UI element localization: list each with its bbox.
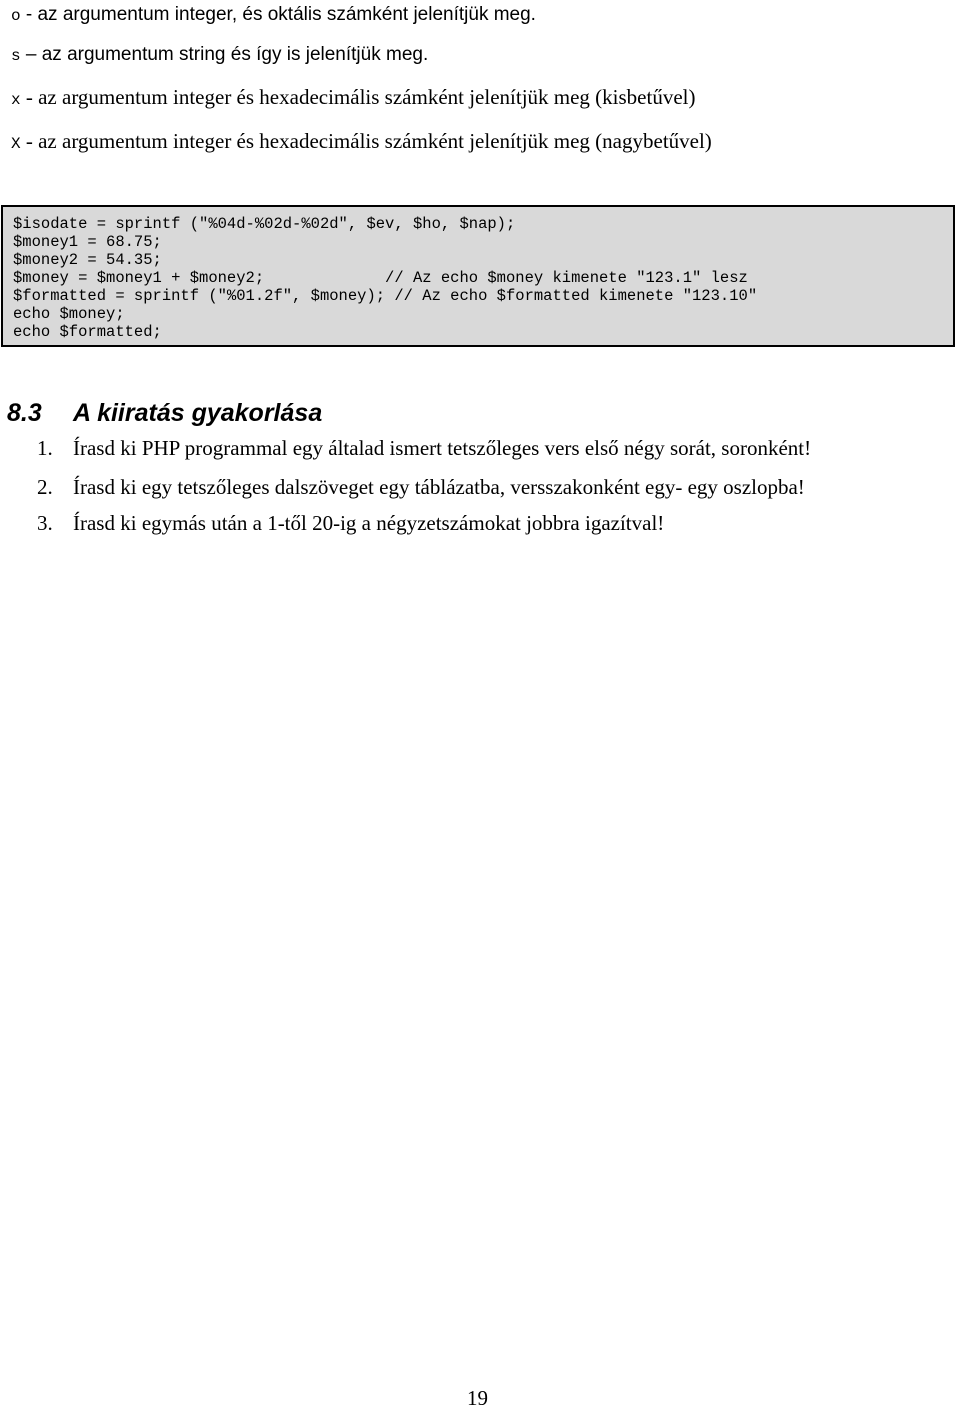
- section-heading: [7, 398, 322, 428]
- page-number: 19: [467, 1386, 488, 1410]
- code-line: $isodate = sprintf ("%04d-%02d-%02d", $ev, $ho, $nap);: [13, 215, 516, 233]
- specifier-code: X: [11, 135, 21, 153]
- code-line: echo $money;: [13, 305, 125, 323]
- specifier-code: s: [11, 47, 21, 65]
- code-example-box: [1, 205, 955, 347]
- code-line: echo $formatted;: [13, 323, 162, 341]
- task-text: Írasd ki egymás után a 1-től 20-ig a négyzetszámokat jobbra igazítval!: [73, 511, 665, 535]
- specifier-description: - az argumentum integer, és oktális számként jelenítjük meg.: [20, 4, 536, 25]
- code-line: $money = $money1 + $money2; // Az echo $money kimenete "123.1" lesz: [13, 269, 748, 287]
- code-line: $money1 = 68.75;: [13, 233, 162, 251]
- section-title: A kiiratás gyakorlása: [73, 399, 323, 427]
- code-line: $money2 = 54.35;: [13, 251, 162, 269]
- task-item: [37, 435, 811, 461]
- specifier-description: - az argumentum integer és hexadecimális számként jelenítjük meg (kisbetűvel): [20, 85, 696, 109]
- task-text: Írasd ki PHP programmal egy általad ismert tetszőleges vers első négy sorát, soronként!: [73, 436, 812, 460]
- task-item: [37, 474, 805, 500]
- task-number: 1.: [37, 436, 53, 460]
- specifier-description: - az argumentum integer és hexadecimális számként jelenítjük meg (nagybetűvel): [20, 129, 712, 153]
- specifier-code: x: [11, 91, 21, 109]
- specifier-o-line: [11, 0, 536, 29]
- task-number: 2.: [37, 475, 53, 499]
- specifier-s-line: [11, 40, 428, 69]
- specifier-description: – az argumentum string és így is jelenítjük meg.: [20, 44, 429, 65]
- task-number: 3.: [37, 511, 53, 535]
- specifier-code: o: [11, 7, 21, 25]
- specifier-x-line: [11, 84, 696, 113]
- task-item: [37, 510, 664, 536]
- task-text: Írasd ki egy tetszőleges dalszöveget egy táblázatba, versszakonként egy- egy oszlopba!: [73, 475, 805, 499]
- specifier-X-line: [11, 128, 712, 157]
- section-number: 8.3: [7, 399, 42, 427]
- code-line: $formatted = sprintf ("%01.2f", $money); // Az echo $formatted kimenete "123.10": [13, 287, 758, 305]
